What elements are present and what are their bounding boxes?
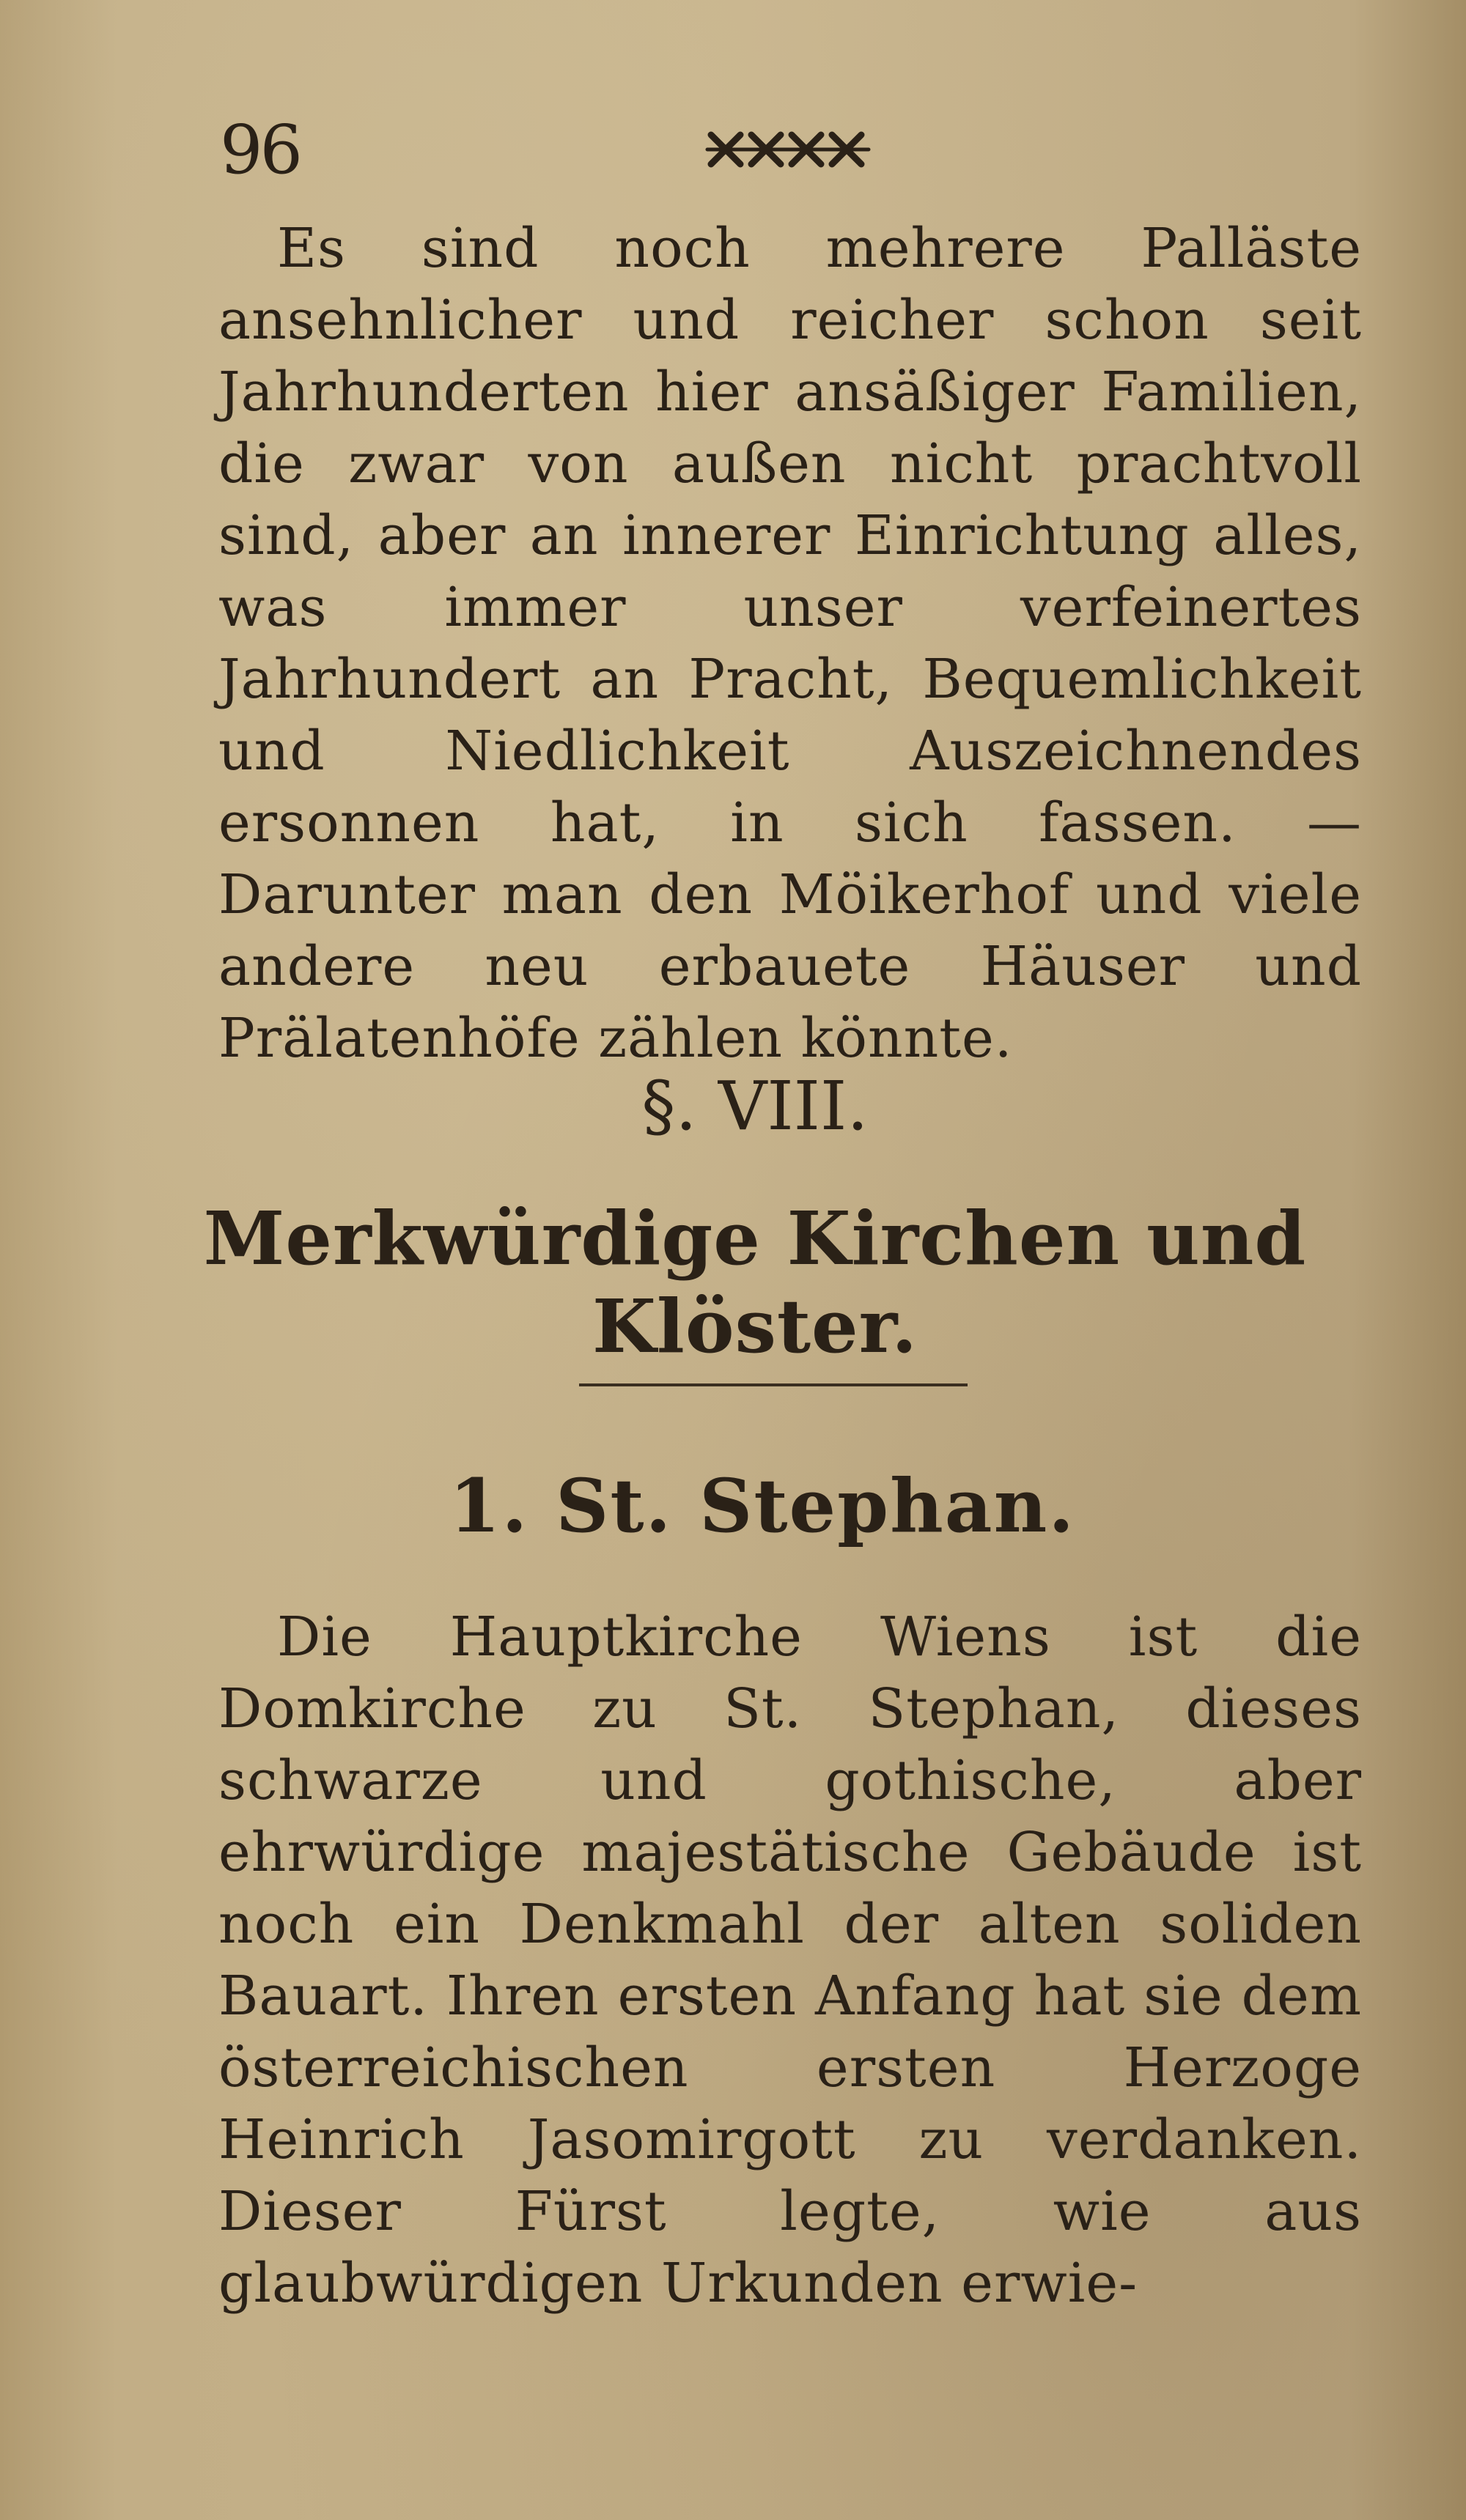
- paragraph-text: Die Hauptkirche Wiens ist die Domkirche zu St. Stephan, dieses schwarze und gothische, aber ehrwürdige majestätische Gebäude ist noch ein Denkmahl der alten soliden Bauart. Ihren ersten Anfang hat sie dem österreichischen ersten Herzoge Heinrich Jasomirgott zu verdanken. Dieser Fürst legte, wie aus glaubwürdigen Urkunden erwie-: [218, 1606, 1362, 2315]
- body-paragraph-2: [218, 1601, 1362, 2319]
- page-number: 96: [220, 111, 301, 189]
- header-ornament-icon: [704, 126, 880, 173]
- body-paragraph-1: [218, 213, 1362, 1074]
- section-title: Merkwürdige Kirchen und Klöster.: [203, 1195, 1307, 1370]
- subsection-title: 1. St. Stephan.: [449, 1463, 1076, 1549]
- paragraph-text: Es sind noch mehrere Palläste ansehnlicher und reicher schon seit Jahrhunderten hier ansäßiger Familien, die zwar von außen nicht prachtvoll sind, aber an innerer Einrichtung alles, was immer unser verfeinertes Jahrhundert an Pracht, Bequemlichkeit und Niedlichkeit Auszeichnendes ersonnen hat, in sich fassen. — Darunter man den Möikerhof und viele andere neu erbauete Häuser und Prälatenhöfe zählen könnte.: [218, 217, 1362, 1070]
- section-number: §. VIII.: [641, 1067, 869, 1145]
- section-divider: [579, 1383, 968, 1386]
- page-header: [220, 110, 1393, 191]
